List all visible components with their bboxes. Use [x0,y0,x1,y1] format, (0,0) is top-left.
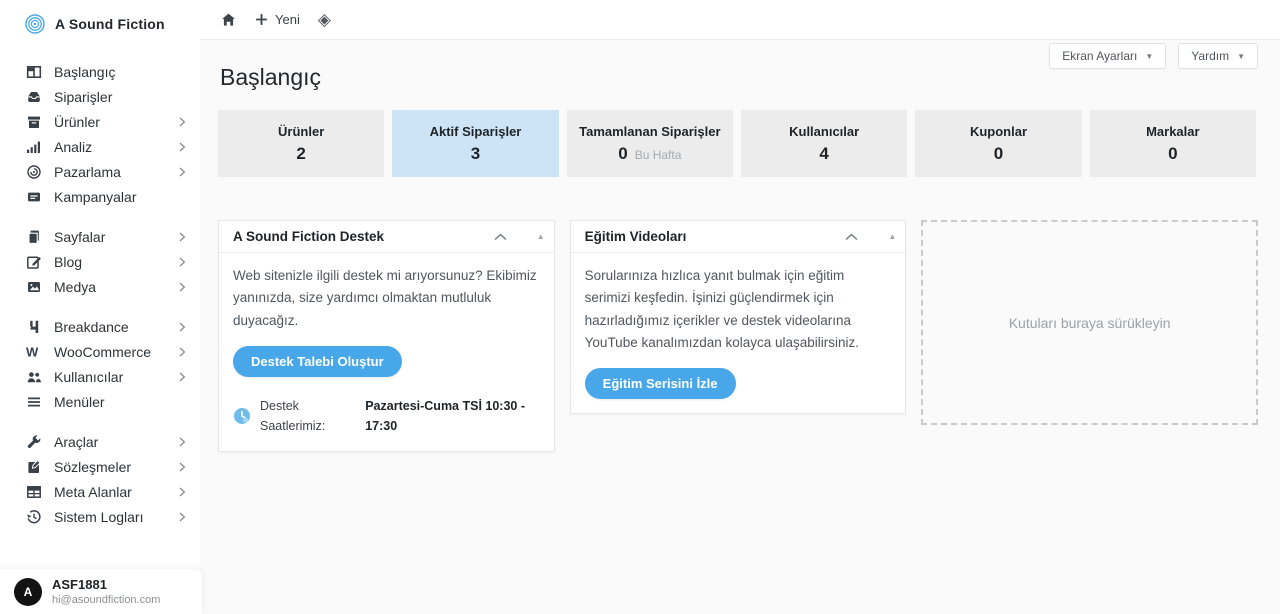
menu-lines-icon [25,394,42,410]
nav-group-system [0,429,200,529]
sidebar-item-analiz[interactable] [0,134,200,159]
sidebar-item-label: Kullanıcılar [54,368,124,385]
brand-logo[interactable] [0,0,200,35]
training-videos-widget-header[interactable] [571,221,906,253]
sidebar-item-label: Breakdance [54,318,129,335]
sidebar-item-label: Blog [54,253,83,270]
sidebar-item-woocommerce[interactable] [0,339,200,364]
training-videos-text: Sorularınıza hızlıca yanıt bulmak için eğitim serimizi keşfedin. İşinizi güçlendirmek için hazırladığımız içerikler ve destek videolarına YouTube kanalımızdan kolayca ulaşabilirsiniz. [584,268,860,350]
users-icon [25,369,42,385]
watch-training-series-button[interactable]: Eğitim Serisini İzle [585,368,736,399]
chevron-right-icon [178,462,186,472]
stat-label: Aktif Siparişler [429,123,522,139]
chevron-right-icon [178,142,186,152]
user-name: ASF1881 [52,577,107,593]
create-support-ticket-button[interactable]: Destek Talebi Oluştur [233,346,402,377]
user-card[interactable] [0,569,202,614]
nav-group-content [0,224,200,299]
table-grid-icon [25,484,42,500]
stat-value: 0 [993,143,1004,163]
support-text: Web sitenizle ilgili destek mi arıyorsunuz? Ekibimiz yanınızda, size yardımcı olmaktan mutluluk duyacağız. [233,268,537,328]
sidebar-item-label: Kampanyalar [54,188,137,205]
widgets-row [218,220,1258,452]
nav-group-plugins [0,314,200,414]
sidebar-item-label: Sistem Logları [54,508,144,525]
analytics-bars-icon [25,139,42,155]
support-widget-header[interactable] [219,221,554,253]
home-icon [220,12,237,28]
new-content-button[interactable] [255,12,300,27]
clock-icon [233,407,251,425]
stat-card-kuponlar[interactable] [915,110,1081,177]
sidebar-item-label: Ürünler [54,113,100,130]
caret-down-icon: ▼ [1145,51,1154,61]
sidebar-item-label: Meta Alanlar [54,483,132,500]
sidebar-item-label: Araçlar [54,433,99,450]
header-actions [1049,43,1258,69]
contracts-icon [25,459,42,475]
sidebar-item-sayfalar[interactable] [0,224,200,249]
media-image-icon [25,279,42,295]
dropzone-text: Kutuları buraya sürükleyin [1008,314,1171,331]
stat-label: Tamamlanan Siparişler [579,123,721,139]
marketing-spiral-icon [25,164,42,180]
training-videos-widget-title: Eğitim Videoları [584,229,687,244]
sidebar-item-label: Medya [54,278,97,295]
plus-icon [255,13,268,26]
support-hours-value: Pazartesi-Cuma TSİ 10:30 - 17:30 [365,398,526,434]
diamond-icon: ◈ [317,10,331,29]
stat-card-urunler[interactable] [218,110,384,177]
orders-inbox-icon [25,89,42,105]
sidebar-item-blog[interactable] [0,249,200,274]
visit-site-button[interactable] [220,12,237,28]
stat-value: 4 [819,143,829,163]
avatar: A [14,578,42,606]
edit-pencil-icon [25,254,42,270]
chevron-right-icon [178,232,186,242]
stat-card-tamamlanan-siparisler[interactable] [567,110,733,177]
sidebar-item-sistem-loglari[interactable] [0,504,200,529]
screen-options-label: Ekran Ayarları [1062,49,1138,63]
stat-label: Kuponlar [969,123,1028,139]
widget-dropzone[interactable] [921,220,1258,425]
stat-value: 2 [296,143,306,163]
sidebar-item-kullanicilar[interactable] [0,364,200,389]
sidebar-item-urunler[interactable] [0,109,200,134]
chevron-right-icon [178,282,186,292]
sidebar-item-araclar[interactable] [0,429,200,454]
chevron-right-icon [178,257,186,267]
help-label: Yardım [1191,49,1230,63]
sidebar-item-label: Sözleşmeler [54,458,132,475]
sidebar-item-label: Menüler [54,393,105,410]
sidebar-item-kampanyalar[interactable] [0,184,200,209]
user-email: hi@asoundfiction.com [52,593,161,606]
stats-row [218,110,1256,177]
chevron-right-icon [178,512,186,522]
support-hours [233,396,540,437]
brand-name: A Sound Fiction [55,16,165,32]
stat-value: 0 [618,143,628,163]
training-videos-widget-body [571,253,906,413]
caret-down-icon: ▼ [1237,51,1245,61]
support-widget [218,220,555,452]
stat-card-markalar[interactable] [1090,110,1256,177]
sort-up-icon[interactable]: ▲ [888,232,897,241]
nav-group-store [0,59,200,209]
stat-label: Markalar [1146,123,1200,139]
training-videos-widget [570,220,907,414]
sidebar-item-medya[interactable] [0,274,200,299]
sidebar-item-label: Başlangıç [54,63,116,80]
stat-label: Ürünler [278,123,325,139]
chevron-right-icon [178,322,186,332]
screen-options-button[interactable] [1049,43,1166,69]
chevron-right-icon [178,437,186,447]
help-button[interactable] [1178,43,1258,69]
sidebar-item-siparisler[interactable] [0,84,200,109]
sidebar-item-label: Pazarlama [54,163,121,180]
support-hours-label: Destek Saatlerimiz: [260,398,326,434]
sidebar [0,0,200,614]
sidebar-item-breakdance[interactable] [0,314,200,339]
chevron-right-icon [178,347,186,357]
chevron-right-icon [178,167,186,177]
svg-text:W: W [25,344,38,359]
chevron-right-icon [178,487,186,497]
breakdance-icon [25,319,42,335]
page-title: Başlangıç [220,64,322,90]
wrench-icon [25,434,42,450]
chevron-up-icon[interactable] [494,233,507,241]
new-label: Yeni [275,12,300,27]
user-info [52,577,160,605]
stat-suffix: Bu Hafta [634,147,682,162]
support-widget-title: A Sound Fiction Destek [233,229,385,244]
admin-topbar [200,0,1280,40]
sort-up-icon[interactable]: ▲ [536,232,545,241]
sidebar-nav [0,59,200,529]
sidebar-item-meta-alanlar[interactable] [0,479,200,504]
sidebar-item-label: Siparişler [54,88,113,105]
woocommerce-icon [25,344,42,360]
brand-logo-icon [24,13,46,35]
stat-value: 3 [470,143,481,163]
history-clock-icon [25,509,42,525]
stat-label: Kullanıcılar [789,123,860,139]
sidebar-item-pazarlama[interactable] [0,159,200,184]
chevron-right-icon [178,117,186,127]
stat-value: 0 [1168,143,1178,163]
sidebar-item-label: Sayfalar [54,228,106,245]
breakdance-topbar-button[interactable] [318,11,331,28]
pages-icon [25,229,42,245]
sidebar-item-menuler[interactable] [0,389,200,414]
chevron-right-icon [178,372,186,382]
chevron-up-icon[interactable] [845,233,858,241]
stat-card-kullanicilar[interactable] [741,110,907,177]
sidebar-item-sozlesmeler[interactable] [0,454,200,479]
stat-card-aktif-siparisler[interactable] [392,110,558,177]
support-widget-body [219,253,554,451]
products-box-icon [25,114,42,130]
sidebar-item-label: Analiz [54,138,93,155]
dashboard-icon [25,64,42,80]
campaigns-card-icon [25,189,42,205]
sidebar-item-baslangic[interactable] [0,59,200,84]
sidebar-item-label: WooCommerce [54,343,151,360]
